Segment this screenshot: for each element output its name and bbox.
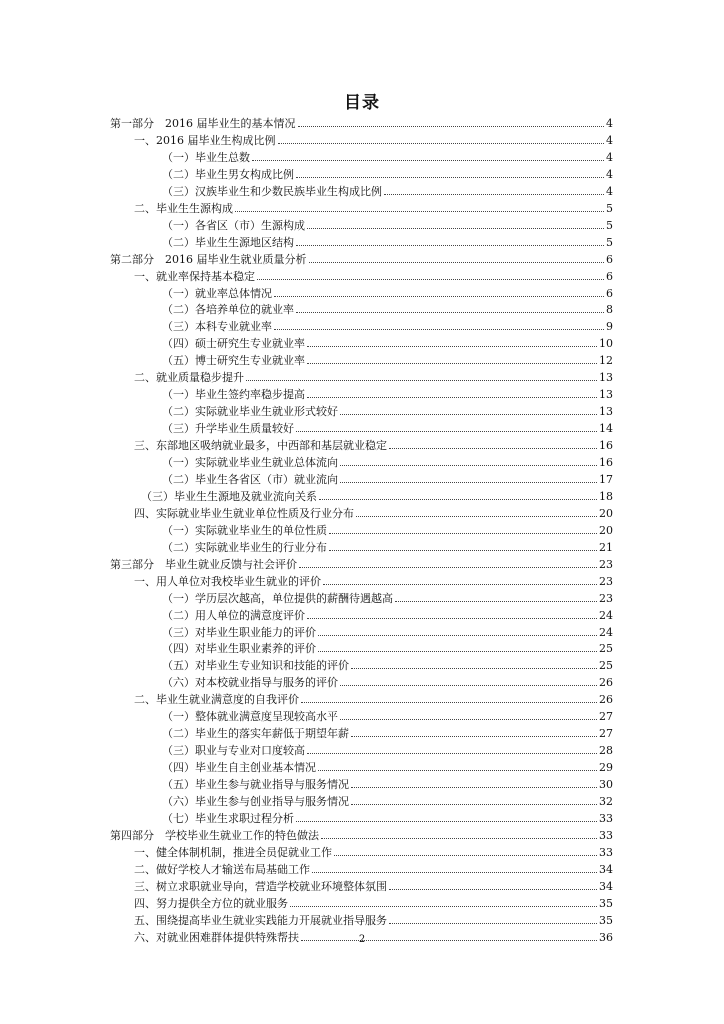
toc-dot-leader bbox=[356, 516, 597, 517]
toc-entry-page: 14 bbox=[599, 422, 613, 436]
toc-entry-page: 4 bbox=[606, 167, 613, 181]
toc-entry-title: 一、用人单位对我校毕业生就业的评价 bbox=[134, 574, 321, 588]
toc-entry[interactable] bbox=[134, 877, 613, 894]
toc-entry[interactable] bbox=[134, 843, 613, 860]
toc-entry[interactable] bbox=[162, 758, 613, 775]
toc-entry-title: （三）职业与专业对口度较高 bbox=[162, 744, 305, 758]
toc-entry-page: 13 bbox=[599, 405, 613, 419]
toc-entry-title: （三）对毕业生职业能力的评价 bbox=[162, 625, 316, 639]
toc-entry-page: 20 bbox=[599, 523, 613, 537]
toc-dot-leader bbox=[323, 584, 597, 585]
toc-entry[interactable] bbox=[162, 741, 613, 758]
toc-entry[interactable] bbox=[134, 894, 613, 911]
toc-dot-leader bbox=[351, 736, 597, 737]
toc-dot-leader bbox=[340, 414, 597, 415]
toc-entry-page: 28 bbox=[599, 744, 613, 758]
toc-dot-leader bbox=[340, 465, 597, 466]
toc-dot-leader bbox=[307, 618, 597, 619]
toc-entry[interactable] bbox=[162, 589, 613, 606]
toc-entry-page: 25 bbox=[599, 642, 613, 656]
toc-entry[interactable] bbox=[134, 368, 613, 385]
toc-dot-leader bbox=[235, 211, 604, 212]
toc-entry[interactable] bbox=[162, 724, 613, 741]
toc-entry-title: 第三部分 毕业生就业反馈与社会评价 bbox=[110, 557, 297, 571]
toc-entry-title: （四）硕士研究生专业就业率 bbox=[162, 337, 305, 351]
toc-entry-title: （四）毕业生自主创业基本情况 bbox=[162, 761, 316, 775]
toc-entry-page: 23 bbox=[599, 557, 613, 571]
toc-dot-leader bbox=[329, 533, 597, 534]
toc-entry-page: 13 bbox=[599, 371, 613, 385]
toc-entry[interactable] bbox=[162, 148, 613, 165]
toc-entry-page: 25 bbox=[599, 659, 613, 673]
toc-entry-title: （二）毕业生男女构成比例 bbox=[162, 167, 294, 181]
toc-dot-leader bbox=[296, 245, 604, 246]
toc-entry[interactable] bbox=[162, 521, 613, 538]
toc-dot-leader bbox=[307, 363, 597, 364]
toc-dot-leader bbox=[384, 194, 604, 195]
toc-entry-page: 36 bbox=[599, 930, 613, 944]
toc-entry[interactable] bbox=[134, 267, 613, 284]
toc-entry-page: 27 bbox=[599, 710, 613, 724]
toc-entry-title: （二）毕业生各省区（市）就业流向 bbox=[162, 472, 338, 486]
toc-entry-page: 4 bbox=[606, 184, 613, 198]
toc-entry[interactable] bbox=[162, 182, 613, 199]
toc-entry-title: （五）毕业生参与就业指导与服务情况 bbox=[162, 778, 349, 792]
toc-dot-leader bbox=[389, 448, 597, 449]
toc-dot-leader bbox=[246, 380, 597, 381]
toc-entry-title: （四）对毕业生职业素养的评价 bbox=[162, 642, 316, 656]
toc-dot-leader bbox=[296, 431, 597, 432]
toc-entry[interactable] bbox=[162, 809, 613, 826]
toc-entry[interactable] bbox=[162, 470, 613, 487]
toc-entry-title: 一、2016 届毕业生构成比例 bbox=[134, 133, 276, 147]
toc-entry-page: 4 bbox=[606, 133, 613, 147]
toc-entry[interactable] bbox=[110, 555, 613, 572]
toc-entry[interactable] bbox=[134, 504, 613, 521]
toc-entry-title: 二、毕业生生源构成 bbox=[134, 201, 233, 215]
toc-entry-title: （二）毕业生生源地区结构 bbox=[162, 235, 294, 249]
toc-entry-title: 二、毕业生就业满意度的自我评价 bbox=[134, 693, 299, 707]
toc-dot-leader bbox=[278, 143, 605, 144]
toc-entry-title: 一、健全体制机制，推进全员促就业工作 bbox=[134, 845, 332, 859]
toc-entry-page: 26 bbox=[599, 676, 613, 690]
toc-entry-title: （一）毕业生总数 bbox=[162, 150, 250, 164]
toc-entry-title: （七）毕业生求职过程分析 bbox=[162, 811, 294, 825]
toc-entry-page: 8 bbox=[606, 303, 613, 317]
toc-entry-page: 34 bbox=[599, 862, 613, 876]
toc-entry-title: （三）升学毕业生质量较好 bbox=[162, 422, 294, 436]
toc-entry-page: 21 bbox=[599, 540, 613, 554]
toc-dot-leader bbox=[318, 635, 597, 636]
toc-entry-title: （二）各培养单位的就业率 bbox=[162, 303, 294, 317]
toc-entry-page: 5 bbox=[606, 235, 613, 249]
toc-entry-title: （六）毕业生参与创业指导与服务情况 bbox=[162, 795, 349, 808]
toc-entry-page: 32 bbox=[599, 795, 613, 808]
toc-entry-page: 26 bbox=[599, 693, 613, 707]
toc-entry[interactable] bbox=[110, 826, 613, 843]
toc-entry[interactable] bbox=[162, 673, 613, 690]
toc-entry-title: （二）实际就业毕业生的行业分布 bbox=[162, 540, 327, 554]
toc-entry-page: 16 bbox=[599, 439, 613, 453]
toc-entry[interactable] bbox=[110, 250, 613, 267]
toc-entry[interactable] bbox=[134, 131, 613, 148]
toc-dot-leader bbox=[296, 177, 604, 178]
toc-dot-leader bbox=[307, 753, 597, 754]
toc-entry-title: 第四部分 学校毕业生就业工作的特色做法 bbox=[110, 828, 319, 842]
toc-dot-leader bbox=[312, 872, 597, 873]
toc-entry-title: （二）毕业生的落实年薪低于期望年薪 bbox=[162, 727, 349, 741]
toc-entry-page: 6 bbox=[606, 269, 613, 283]
toc-entry-page: 6 bbox=[606, 286, 613, 300]
toc-entry[interactable] bbox=[110, 114, 613, 131]
toc-entry-page: 33 bbox=[599, 845, 613, 859]
toc-entry-title: （一）实际就业毕业生的单位性质 bbox=[162, 523, 327, 537]
toc-entry-title: 五、围绕提高毕业生就业实践能力开展就业指导服务 bbox=[134, 913, 387, 927]
toc-entry-page: 17 bbox=[599, 472, 613, 486]
toc-entry-title: 第一部分 2016 届毕业生的基本情况 bbox=[110, 117, 296, 130]
toc-entry-page: 29 bbox=[599, 761, 613, 775]
toc-entry[interactable] bbox=[162, 300, 613, 317]
toc-entry-title: （一）实际就业毕业生就业总体流向 bbox=[162, 456, 338, 469]
toc-entry-page: 6 bbox=[606, 252, 613, 266]
toc-dot-leader bbox=[309, 262, 605, 263]
toc-dot-leader bbox=[290, 906, 597, 907]
toc-entry-title: （一）就业率总体情况 bbox=[162, 286, 272, 300]
toc-entry[interactable] bbox=[134, 572, 613, 589]
toc-entry[interactable] bbox=[134, 436, 613, 453]
toc-entry-title: 四、实际就业毕业生就业单位性质及行业分布 bbox=[134, 506, 354, 520]
toc-entry-page: 12 bbox=[599, 354, 613, 368]
toc-entry-page: 27 bbox=[599, 727, 613, 741]
toc-entry[interactable] bbox=[162, 656, 613, 673]
toc-dot-leader bbox=[274, 296, 604, 297]
toc-entry-title: （三）本科专业就业率 bbox=[162, 320, 272, 334]
toc-entry-page: 35 bbox=[599, 896, 613, 910]
toc-entry[interactable] bbox=[162, 385, 613, 402]
toc-entry[interactable] bbox=[162, 334, 613, 351]
toc-entry-page: 4 bbox=[606, 117, 613, 130]
toc-entry-page: 16 bbox=[599, 456, 613, 469]
toc-entry-title: （五）对毕业生专业知识和技能的评价 bbox=[162, 659, 349, 673]
toc-entry-title: （一）毕业生签约率稳步提高 bbox=[162, 388, 305, 402]
toc-entry[interactable] bbox=[162, 402, 613, 419]
toc-dot-leader bbox=[257, 279, 604, 280]
toc-entry[interactable] bbox=[162, 419, 613, 436]
toc-dot-leader bbox=[329, 550, 597, 551]
toc-entry-page: 33 bbox=[599, 811, 613, 825]
toc-dot-leader bbox=[351, 804, 597, 805]
toc-entry[interactable] bbox=[162, 606, 613, 623]
toc-entry-page: 34 bbox=[599, 879, 613, 893]
toc-dot-leader bbox=[351, 787, 597, 788]
toc-entry-page: 18 bbox=[599, 489, 613, 503]
toc-entry-page: 4 bbox=[606, 150, 613, 164]
toc-entry-page: 24 bbox=[599, 625, 613, 639]
toc-dot-leader bbox=[307, 397, 597, 398]
toc-dot-leader bbox=[307, 346, 597, 347]
toc-dot-leader bbox=[321, 838, 597, 839]
toc-dot-leader bbox=[318, 651, 597, 652]
toc-entry-title: （一）学历层次越高，单位提供的薪酬待遇越高 bbox=[162, 591, 393, 605]
toc-entry[interactable] bbox=[162, 165, 613, 182]
toc-entry-title: （二）实际就业毕业生就业形式较好 bbox=[162, 405, 338, 419]
toc-dot-leader bbox=[298, 126, 605, 127]
toc-entry[interactable] bbox=[162, 639, 613, 656]
toc-entry[interactable] bbox=[162, 317, 613, 334]
toc-dot-leader bbox=[319, 499, 597, 500]
toc-entry[interactable] bbox=[134, 690, 613, 707]
toc-entry-title: （一）整体就业满意度呈现较高水平 bbox=[162, 710, 338, 724]
toc-entry-title: （六）对本校就业指导与服务的评价 bbox=[162, 676, 338, 690]
toc-entry-title: 六、对就业困难群体提供特殊帮扶 bbox=[134, 930, 299, 944]
toc-dot-leader bbox=[351, 668, 597, 669]
toc-entry-page: 23 bbox=[599, 591, 613, 605]
toc-dot-leader bbox=[301, 702, 597, 703]
toc-entry[interactable] bbox=[134, 911, 613, 928]
toc-entry-title: （三）毕业生生源地及就业流向关系 bbox=[141, 489, 317, 503]
toc-entry-title: 二、就业质量稳步提升 bbox=[134, 371, 244, 385]
toc-entry[interactable] bbox=[162, 792, 613, 809]
toc-dot-leader bbox=[334, 855, 597, 856]
toc-entry-page: 5 bbox=[606, 218, 613, 232]
toc-entry-page: 5 bbox=[606, 201, 613, 215]
toc-entry[interactable] bbox=[141, 487, 613, 504]
toc-entry-title: 三、树立求职就业导向，营造学校就业环境整体氛围 bbox=[134, 879, 387, 893]
toc-entry-title: （五）博士研究生专业就业率 bbox=[162, 354, 305, 368]
toc-entry[interactable] bbox=[162, 233, 613, 250]
toc-dot-leader bbox=[340, 719, 597, 720]
toc-entry-page: 23 bbox=[599, 574, 613, 588]
toc-entry-page: 10 bbox=[599, 337, 613, 351]
toc-dot-leader bbox=[318, 770, 597, 771]
toc-dot-leader bbox=[299, 567, 597, 568]
toc-entry-title: 第二部分 2016 届毕业生就业质量分析 bbox=[110, 252, 307, 266]
toc-entry[interactable] bbox=[162, 538, 613, 555]
toc-entry-title: （二）用人单位的满意度评价 bbox=[162, 608, 305, 622]
toc-entry-page: 13 bbox=[599, 388, 613, 402]
toc-entry[interactable] bbox=[162, 775, 613, 792]
toc-dot-leader bbox=[340, 685, 597, 686]
toc-entry-title: （一）各省区（市）生源构成 bbox=[162, 218, 305, 232]
toc-dot-leader bbox=[296, 821, 597, 822]
toc-dot-leader bbox=[389, 889, 597, 890]
page-number: 2 bbox=[358, 934, 366, 945]
toc-entry-title: 四、努力提供全方位的就业服务 bbox=[134, 896, 288, 910]
toc-entry[interactable] bbox=[162, 284, 613, 301]
toc-dot-leader bbox=[307, 228, 604, 229]
toc-title: 目录 bbox=[344, 93, 380, 113]
toc-dot-leader bbox=[274, 329, 604, 330]
toc-entry-page: 33 bbox=[599, 828, 613, 842]
toc-entry-page: 20 bbox=[599, 506, 613, 520]
toc-entry[interactable] bbox=[162, 707, 613, 724]
toc-entry-page: 35 bbox=[599, 913, 613, 927]
toc-dot-leader bbox=[389, 923, 597, 924]
toc-entry[interactable] bbox=[162, 216, 613, 233]
toc-dot-leader bbox=[252, 160, 604, 161]
toc-entry-page: 24 bbox=[599, 608, 613, 622]
toc-dot-leader bbox=[340, 482, 597, 483]
toc-dot-leader bbox=[296, 312, 604, 313]
toc-entry[interactable] bbox=[162, 351, 613, 368]
toc-entry[interactable] bbox=[162, 623, 613, 640]
toc-entry-title: 二、做好学校人才输送布局基础工作 bbox=[134, 862, 310, 876]
toc-entry-title: （三）汉族毕业生和少数民族毕业生构成比例 bbox=[162, 184, 382, 198]
toc-entry-title: 三、东部地区吸纳就业最多，中西部和基层就业稳定 bbox=[134, 439, 387, 453]
toc-entry-title: 一、就业率保持基本稳定 bbox=[134, 269, 255, 283]
toc-dot-leader bbox=[395, 601, 597, 602]
toc-entry[interactable] bbox=[134, 199, 613, 216]
toc-entry-page: 9 bbox=[606, 320, 613, 334]
toc-entry-page: 30 bbox=[599, 778, 613, 792]
toc-entry[interactable] bbox=[162, 453, 613, 470]
toc-entry[interactable] bbox=[134, 860, 613, 877]
